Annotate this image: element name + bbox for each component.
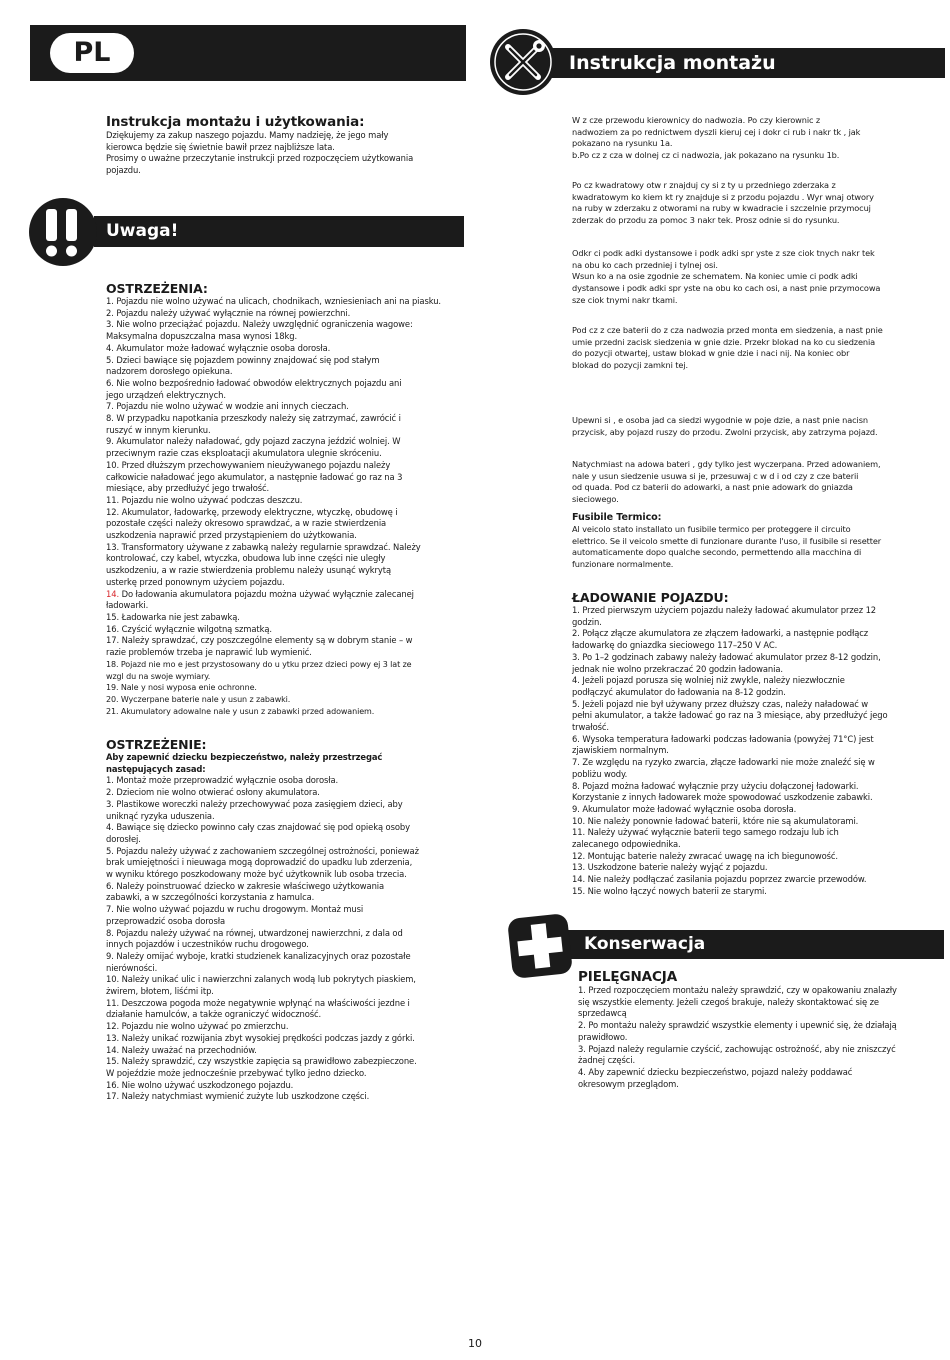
warning2-line: przeprowadzić osoba dorosła [106,915,226,926]
care-line: żadnej części. [578,1055,636,1066]
fuse-line: Al veicolo stato installato un fusibile termico per proteggere il circuito [572,523,851,534]
assembly-line: blokad do pozycji zamkni tej. [572,360,689,371]
assembly-line: na ruby w zderzaku z otworami na ruby w kwadracie i szczelnie przymocuj [572,203,871,214]
warning2-line: 14. Należy uważać na przechodniów. [106,1044,257,1055]
konserwacja-header-bar [566,930,944,959]
fuse-line: automaticamente dopo qualche secondo, permettendo alla macchina di [572,547,862,558]
care-title: PIELĘGNACJA [578,969,678,985]
assembly-line: dystansowe i podk adki spr yste na obu ko cach osi, a nast pnie przymocowa [572,283,881,294]
warning2-lead: następujących zasad: [106,763,206,774]
intro-line: Prosimy o uważne przeczytanie instrukcji przed rozpoczęciem użytkowania [106,153,414,164]
warning-line: nadzorem dorosłego opiekuna. [106,366,233,377]
charging-section [572,590,944,898]
charging-line: Korzystanie z innych ładowarek może spowodować uszkodzenie zabawki. [572,792,873,803]
fuse-title: Fusibile Termico: [572,511,662,523]
assembly-line: na obu ko cach przedniej i tylnej osi. [572,259,718,270]
warning2-section [106,737,468,1103]
warning2-line: 5. Pojazdu należy używać z zachowaniem szczególnej ostrożności, ponieważ [106,845,419,856]
assembly-step-4 [572,325,942,372]
warning2-line: działanie hamulców, a także ograniczyć widoczność. [106,1009,322,1020]
charging-title: ŁADOWANIE POJAZDU: [572,590,729,605]
charging-line: 1. Przed pierwszym użyciem pojazdu należy ładować akumulator przez 12 [572,605,877,615]
warning2-line: 1. Montaż może przeprowadzić wyłącznie osoba dorosła. [106,775,339,786]
assembly-line: W z cze przewodu kierownicy do nadwozia. Po czy kierownic z [572,115,821,125]
warning2-line: żwirem, błotem, liśćmi itp. [106,986,214,997]
warning-line: 10. Przed dłuższym przechowywaniem nieużywanego pojazdu należy [106,459,391,470]
warning-14-number: 14. [106,588,120,599]
assembly-line: umie przedni zacisk siedzenia w gnie dzie. Przekr blokad na ko cu siedzenia [572,336,876,347]
warning2-line: 2. Dzieciom nie wolno otwierać osłony akumulatora. [106,787,320,798]
intro-title: Instrukcja montażu i użytkowania: [106,114,365,130]
warning-line: 6. Nie wolno bezpośrednio ładować obwodów elektrycznych pojazdu ani [106,377,402,388]
double-exclamation-icon [28,197,98,267]
assembly-line: sze ciok tnymi nakr tkami. [572,294,678,305]
charging-line: 7. Ze względu na ryzyko zwarcia, złącze ładowarki nie może znaleźć się w [572,757,875,768]
charging-line: 2. Połącz złącze akumulatora ze złączem ładowarki, a następnie podłącz [572,628,869,639]
fuse-line: funzionare normalmente. [572,558,674,569]
care-line: prawidłowo. [578,1031,628,1042]
warning-line: 20. Wyczerpane baterie nale y usun z zabawki. [106,694,291,704]
warning2-line: brak umiejętności i nieuwaga mogą doprowadzić do upadku lub zderzenia, [106,857,413,868]
charging-line: 4. Jeżeli pojazd porusza się wolniej niż zwykle, należy niezwłocznie [572,675,845,686]
assembly-line: Po cz kwadratowy otw r znajduj cy si z ty u przedniego zderzaka z [572,180,836,190]
warning2-line: 12. Pojazdu nie wolno używać po zmierzchu. [106,1021,289,1032]
assembly-step-1 [572,115,942,162]
assembly-line: Odkr ci podk adki dystansowe i podk adki spr yste z sze ciok tnych nakr tek [572,248,875,258]
charging-line: 6. Wysoka temperatura ładowarki podczas ładowania (powyżej 71°C) jest [572,733,874,744]
warning-line: 15. Ładowarka nie jest zabawką. [106,611,240,622]
warning-line: 16. Czyścić wyłącznie wilgotną szmatką. [106,623,272,634]
fuse-line: elettrico. Se il veicolo smette di funzionare durante l'uso, il fusibile si resetter [572,535,882,546]
warning-line: 13. Transformatory używane z zabawką należy regularnie sprawdzać. Należy [106,541,421,552]
warning2-line: 11. Deszczowa pogoda może negatywnie wpłynąć na właściwości jezdne i [106,997,410,1008]
assembly-line: nale y usun siedzenie usuwa si je, przesuwaj c w d i od czy z cze baterii [572,470,859,481]
charging-line: 9. Akumulator może ładować wyłącznie osoba dorosła. [572,803,797,814]
warning-line: całkowicie naładować jego akumulator, a następnie ładować go raz na 3 [106,471,403,482]
warning2-line: 9. Należy omijać wyboje, kratki studzienek kanalizacyjnych oraz pozostałe [106,950,411,961]
warning2-line: 7. Nie wolno używać pojazdu w ruchu drogowym. Montaż musi [106,904,364,915]
charging-line: 14. Nie należy podłączać zasilania pojazdu poprzez zwarcie przewodów. [572,874,867,885]
warning-line: miesiące, aby przedłużyć jego trwałość. [106,483,270,494]
charging-line: jednak nie wolno przekraczać 20 godzin ładowania. [572,663,783,674]
care-line: 2. Po montażu należy sprawdzić wszystkie elementy i upewnić się, że działają [578,1020,897,1031]
charging-line: ładowarkę do gniazdka sieciowego 117–250 V AC. [572,640,778,651]
care-line: 3. Pojazd należy regularnie czyścić, zachowując ostrożność, aby nie zniszczyć [578,1043,896,1054]
warning-line: razie problemów trzeba je naprawić lub wymienić. [106,647,312,658]
warning2-line: 17. Należy natychmiast wymienić zużyte lub uszkodzone części. [106,1091,370,1102]
warning2-line: 3. Plastikowe woreczki należy przechowywać poza zasięgiem dzieci, aby [106,798,403,809]
warning-line: 9. Akumulator należy naładować, gdy pojazd zaczyna jeździć wolniej. W [106,436,401,447]
warning-14-text: Do ładowania akumulatora pojazdu można używać wyłącznie zalecanej [119,588,414,599]
warning-line: 11. Pojazdu nie wolno używać podczas deszczu. [106,494,303,505]
assembly-line: pokazano na rysunku 1a. [572,138,673,149]
charging-line: 8. Pojazd można ładować wyłącznie przy użyciu dołączonej ładowarki. [572,780,859,791]
warning2-line: 10. Należy unikać ulic i nawierzchni zalanych wodą lub pokrytych piaskiem, [106,974,416,985]
care-section [578,970,944,1090]
warning2-line: 15. Należy sprawdzić, czy wszystkie zapięcia są prawidłowo zabezpieczone. [106,1056,417,1067]
warning2-line: uniknąć ryzyka uduszenia. [106,810,215,821]
charging-line: podłączyć akumulator do ładowania na 8-12 godzin. [572,686,786,697]
assembly-step-5 [572,415,942,438]
charging-line: pełni akumulator, a także ładować go raz na 3 miesiące, aby przedłużyć jego [572,710,888,721]
warning-line: wzgl du na swoje wymiary. [106,671,211,681]
warning-line: usterkę przed ponownym użyciem pojazdu. [106,576,285,587]
warning-line-14 [106,589,468,601]
warning-line: przeciwnym razie czas eksploatacji akumulatora ulegnie skróceniu. [106,448,382,459]
intro-line: pojazdu. [106,165,141,176]
assembly-line: Natychmiast na adowa bateri , gdy tylko jest wyczerpana. Przed adowaniem, [572,459,881,469]
intro-line: Dziękujemy za zakup naszego pojazdu. Mamy nadzieję, że jego mały [106,130,389,140]
assembly-line: do pozycji otwartej, ustaw blokad w gnie dzie i naci nij. Na koniec obr [572,348,850,359]
warning-line: 12. Akumulator, ładowarkę, przewody elektryczne, wtyczkę, obudowę i [106,506,398,517]
assembly-line: sieciowego. [572,494,619,505]
warning2-line: 6. Należy poinstruować dziecko w zakresie właściwego użytkowania [106,880,385,891]
language-header-bar [30,25,466,81]
warning2-lead: Aby zapewnić dziecku bezpieczeństwo, należy przestrzegać [106,752,383,762]
warning2-line: 4. Bawiące się dziecko powinno cały czas znajdować się pod opieką osoby [106,822,410,833]
assembly-header-bar [525,48,945,78]
charging-line: 5. Jeżeli pojazd nie był używany przez dłuższy czas, należy naładować w [572,698,869,709]
warning-line: 17. Należy sprawdzać, czy poszczególne elementy są w dobrym stanie – w [106,635,413,646]
page-number: 10 [468,1337,482,1350]
charging-line: godzin. [572,616,602,627]
warning-line: Maksymalna dopuszczalna masa wynosi 18kg. [106,331,298,342]
care-line: sprzedawcą [578,1008,627,1019]
warning-line: 7. Pojazdu nie wolno używać w wodzie ani innych cieczach. [106,401,349,412]
warnings-section [106,281,468,717]
warning-line: jego urządzeń elektrycznych. [106,389,226,400]
assembly-step-6 [572,459,942,571]
assembly-line: Pod cz z cze baterii do z cza nadwozia przed monta em siedzenia, a nast pnie [572,325,883,335]
warning-line: 1. Pojazdu nie wolno używać na ulicach, chodnikach, wzniesieniach ani na piasku. [106,296,441,306]
warning-line: uszkodzeniu, a w razie stwierdzenia problemu należy usunąć wykrytą [106,565,391,576]
warning-line: ruszyć w innym kierunku. [106,424,211,435]
warning-line: ładowarki. [106,600,149,611]
assembly-line: b.Po cz z cza w dolnej cz ci nadwozia, jak pokazano na rysunku 1b. [572,150,840,161]
warning2-line: 13. Należy unikać rozwijania zbyt wysokiej prędkości podczas jazdy z górki. [106,1032,415,1043]
uwaga-header-title: Uwaga! [106,221,179,241]
konserwacja-header-title: Konserwacja [584,934,706,954]
warning-line: 3. Nie wolno przeciążać pojazdu. Należy uwzględnić ograniczenia wagowe: [106,319,413,330]
charging-line: zalecanego odpowiednika. [572,839,681,850]
warning-line: 2. Pojazdu należy używać wyłącznie na równej powierzchni. [106,307,351,318]
care-line: 1. Przed rozpoczęciem montażu należy sprawdzić, czy w opakowaniu znalazły [578,985,897,995]
warning2-line: w wyniku którego poszkodowany może być użytkownik lub osoba trzecia. [106,869,407,880]
intro-section [106,114,466,177]
charging-line: 15. Nie wolno łączyć nowych baterii ze starymi. [572,885,767,896]
assembly-line: nadwoziem za po rednictwem dyszli kieruj cej i dokr ci rub i nakr tk , jak [572,126,861,137]
charging-line: zjawiskiem normalnym. [572,745,669,756]
uwaga-header-bar [94,216,464,247]
assembly-line: kwadratowym ko kiem kt ry znajduje si z przodu pojazdu . Wyr wnaj otwory [572,191,874,202]
warning2-line: 8. Pojazdu należy używać na równej, utwardzonej nawierzchni, z dala od [106,927,403,938]
care-line: okresowym przeglądom. [578,1078,679,1089]
assembly-line: zderzak do przodu za pomoc 3 nakr tek. Prosz odnie si do rysunku. [572,215,840,226]
warnings-title: OSTRZEŻENIA: [106,281,208,296]
wrench-screwdriver-icon [486,27,560,97]
assembly-line: przycisk, aby pojazd ruszy do przodu. Zwolni przycisk, aby zatrzyma pojazd. [572,426,878,437]
charging-line: trwałość. [572,722,609,733]
warning-line: uszkodzenia naprawić przed przystąpieniem do użytkowania. [106,530,357,541]
warning2-line: zabawki, a w szczególności korzystania z hamulca. [106,892,315,903]
warning-line: kontrolować, czy kabel, wtyczka, obudowa lub inne części nie uległy [106,553,386,564]
assembly-line: Wsun ko a na osie zgodnie ze schematem. Na koniec umie ci podk adki [572,271,858,282]
warning2-line: W pojeździe może jednocześnie przebywać tylko jedno dziecko. [106,1067,367,1078]
warning-line: pozostałe części należy okresowo sprawdzać, a w razie stwierdzenia [106,518,387,529]
charging-line: pobliżu wody. [572,768,628,779]
assembly-header-title: Instrukcja montażu [569,52,776,74]
care-line: 4. Aby zapewnić dziecku bezpieczeństwo, pojazd należy poddawać [578,1066,853,1077]
language-badge-label: PL [73,37,111,68]
charging-line: 10. Nie należy ponownie ładować baterii, które nie są akumulatorami. [572,815,859,826]
warning-line: 18. Pojazd nie mo e jest przystosowany do u ytku przez dzieci powy ej 3 lat ze [106,659,412,669]
first-aid-cross-icon [506,910,576,982]
warning-line: 21. Akumulatory adowalne nale y usun z zabawki przed adowaniem. [106,706,375,716]
assembly-step-3 [572,248,942,307]
warning2-line: nierówności. [106,962,158,973]
assembly-line: od quada. Pod cz baterii do adowarki, a nast pnie adowark do gniazda [572,482,853,493]
warning2-line: 16. Nie wolno używać uszkodzonego pojazdu. [106,1079,294,1090]
charging-line: 13. Uszkodzone baterie należy wyjąć z pojazdu. [572,862,768,873]
charging-line: 11. Należy używać wyłącznie baterii tego samego rodzaju lub ich [572,827,839,838]
charging-line: 12. Montując baterie należy zwracać uwagę na ich biegunowość. [572,850,838,861]
warning-line: 8. W przypadku napotkania przeszkody należy się zatrzymać, zawrócić i [106,413,401,424]
language-badge [50,33,134,73]
warning-line: 19. Nale y nosi wyposa enie ochronne. [106,683,257,693]
assembly-line: Upewni si , e osoba jad ca siedzi wygodnie w poje dzie, a nast pnie nacisn [572,415,868,425]
care-line: się wszystkie elementy. Jeżeli czegoś brakuje, należy skontaktować się ze [578,996,879,1007]
warning-line: 4. Akumulator może ładować wyłącznie osoba dorosła. [106,342,331,353]
assembly-step-2 [572,180,942,227]
warning-line: 5. Dzieci bawiące się pojazdem powinny znajdować się pod stałym [106,354,380,365]
warning2-line: innych pojazdów i uczestników ruchu drogowego. [106,939,309,950]
warning2-title: OSTRZEŻENIE: [106,737,207,752]
charging-line: 3. Po 1–2 godzinach zabawy należy ładować akumulator przez 8-12 godzin, [572,651,881,662]
warning2-line: dorosłej. [106,833,141,844]
intro-line: kierowca będzie się świetnie bawił przez najbliższe lata. [106,141,335,152]
